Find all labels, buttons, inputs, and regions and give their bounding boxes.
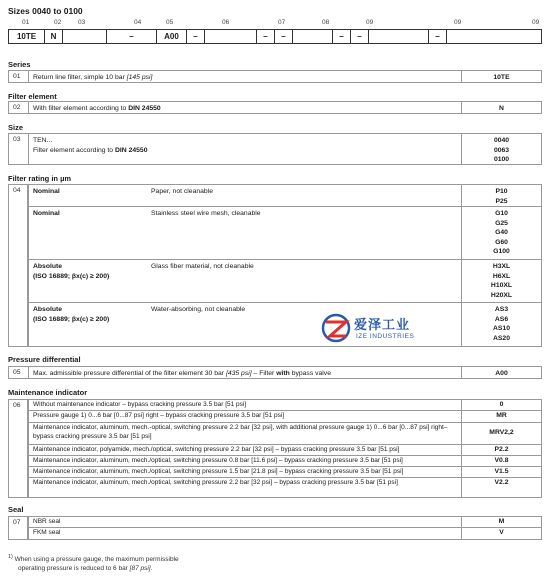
code-num: 01 — [22, 19, 30, 26]
row-description: TEN... Filter element according to DIN 24550 — [33, 137, 148, 154]
row-number: 02 — [9, 102, 29, 113]
rating-group-glass-fiber: Absolute (ISO 16889; βx(c) ≥ 200) Glass fiber material, not cleanable H3XL H6XL H10XL H20XL — [28, 260, 542, 303]
code-cell — [447, 30, 541, 43]
code-cell: – — [429, 30, 447, 43]
maintenance-row: Maintenance indicator, aluminum, mech./optical, switching pressure 2.2 bar [32 psi] – bypass cracking pressure 3.5 bar [51 psi] V2.2 — [28, 478, 542, 498]
code-cell: – — [107, 30, 157, 43]
code-num: 09 — [532, 19, 540, 26]
footnote: $^{1)}$ When using a pressure gauge, the maximum permissible operating pressure is reduced to 6 bar [87 psi]. — [8, 554, 179, 573]
row-description: Max. admissible pressure differential of the filter element 30 bar [435 psi] – Filter with bypass valve — [33, 370, 331, 377]
code-num: 02 — [54, 19, 62, 26]
maintenance-row: Maintenance indicator, polyamide, mech./optical, switching pressure 2.2 bar [32 psi] – bypass cracking pressure 3.5 bar [51 psi] P2.2 — [28, 445, 542, 456]
row-number: 05 — [9, 367, 29, 378]
row-code: A00 — [461, 367, 541, 378]
code-num: 03 — [78, 19, 86, 26]
seal-row: NBR seal M — [28, 516, 542, 528]
row-number: 07 — [8, 516, 28, 540]
code-cell — [369, 30, 429, 43]
code-cell: N — [45, 30, 63, 43]
code-cell: 10TE — [9, 30, 45, 43]
code-num: 09 — [366, 19, 374, 26]
row-number: 03 — [9, 134, 29, 164]
filter-rating-heading: Filter rating in µm — [8, 174, 72, 183]
series-row — [8, 70, 542, 83]
code-num: 06 — [222, 19, 230, 26]
code-cell — [205, 30, 257, 43]
size-row — [8, 133, 542, 165]
code-cell: A00 — [157, 30, 187, 43]
ordering-code-bar — [8, 29, 542, 44]
logo-subtext: IZE INDUSTRIES — [356, 333, 415, 340]
row-description: With filter element according to DIN 24550 — [33, 105, 161, 112]
code-num: 09 — [454, 19, 462, 26]
code-num: 04 — [134, 19, 142, 26]
maintenance-row: Without maintenance indicator – bypass cracking pressure 3.5 bar [51 psi] 0 — [28, 399, 542, 411]
row-number: 04 — [8, 184, 28, 347]
code-cell: – — [257, 30, 275, 43]
code-cell: – — [333, 30, 351, 43]
code-num: 08 — [322, 19, 330, 26]
row-description: Return line filter, simple 10 bar [145 psi] — [33, 74, 153, 81]
series-heading: Series — [8, 60, 31, 69]
maintenance-row: Maintenance indicator, aluminum, mech.-optical, switching pressure 2.2 bar [32 psi], with additional pressure gauge 1) 0...6 bar [0...87 psi] right– bypass cracking pressure 3.5 bar [51 psi] MRV2,2 — [28, 423, 542, 445]
row-code: 10TE — [461, 71, 541, 82]
size-heading: Size — [8, 123, 24, 132]
code-cell: – — [187, 30, 205, 43]
filter-element-row — [8, 101, 542, 114]
rating-group-water-absorbing: Absolute (ISO 16889; βx(c) ≥ 200) Water-absorbing, not cleanable AS3 AS6 AS10 AS20 — [28, 303, 542, 347]
seal-row: FKM seal V — [28, 528, 542, 540]
page-title: Sizes 0040 to 0100 — [8, 6, 83, 16]
rating-group-paper: Nominal Paper, not cleanable P10 P25 — [28, 184, 542, 207]
maintenance-row: Maintenance indicator, aluminum, mech./optical, switching pressure 0.8 bar [11.6 psi] – bypass cracking pressure 3.5 bar [51 psi] V0.8 — [28, 456, 542, 467]
code-cell: – — [275, 30, 293, 43]
pressure-diff-row — [8, 366, 542, 379]
code-cell — [63, 30, 107, 43]
row-number: 06 — [8, 399, 28, 498]
row-code: N — [461, 102, 541, 113]
pressure-diff-heading: Pressure differential — [8, 355, 81, 364]
filter-element-heading: Filter element — [8, 92, 57, 101]
seal-heading: Seal — [8, 505, 24, 514]
row-codes: 0040 0063 0100 — [461, 134, 541, 164]
code-cell: – — [351, 30, 369, 43]
rating-group-wire-mesh: Nominal Stainless steel wire mesh, cleanable G10 G25 G40 G60 G100 — [28, 207, 542, 260]
maintenance-row: Maintenance indicator, aluminum, mech./optical, switching pressure 1.5 bar [21.8 psi] – bypass cracking pressure 3.5 bar [51 psi] V1.5 — [28, 467, 542, 478]
code-num: 07 — [278, 19, 286, 26]
code-num: 05 — [166, 19, 174, 26]
logo-text: 爱泽工业 — [354, 317, 411, 332]
maintenance-row: Pressure gauge 1) 0...6 bar [0...87 psi] right – bypass cracking pressure 3.5 bar [51 psi] MR — [28, 411, 542, 423]
row-number: 01 — [9, 71, 29, 82]
code-cell — [293, 30, 333, 43]
code-position-numbers — [8, 19, 542, 28]
maintenance-heading: Maintenance indicator — [8, 388, 88, 397]
